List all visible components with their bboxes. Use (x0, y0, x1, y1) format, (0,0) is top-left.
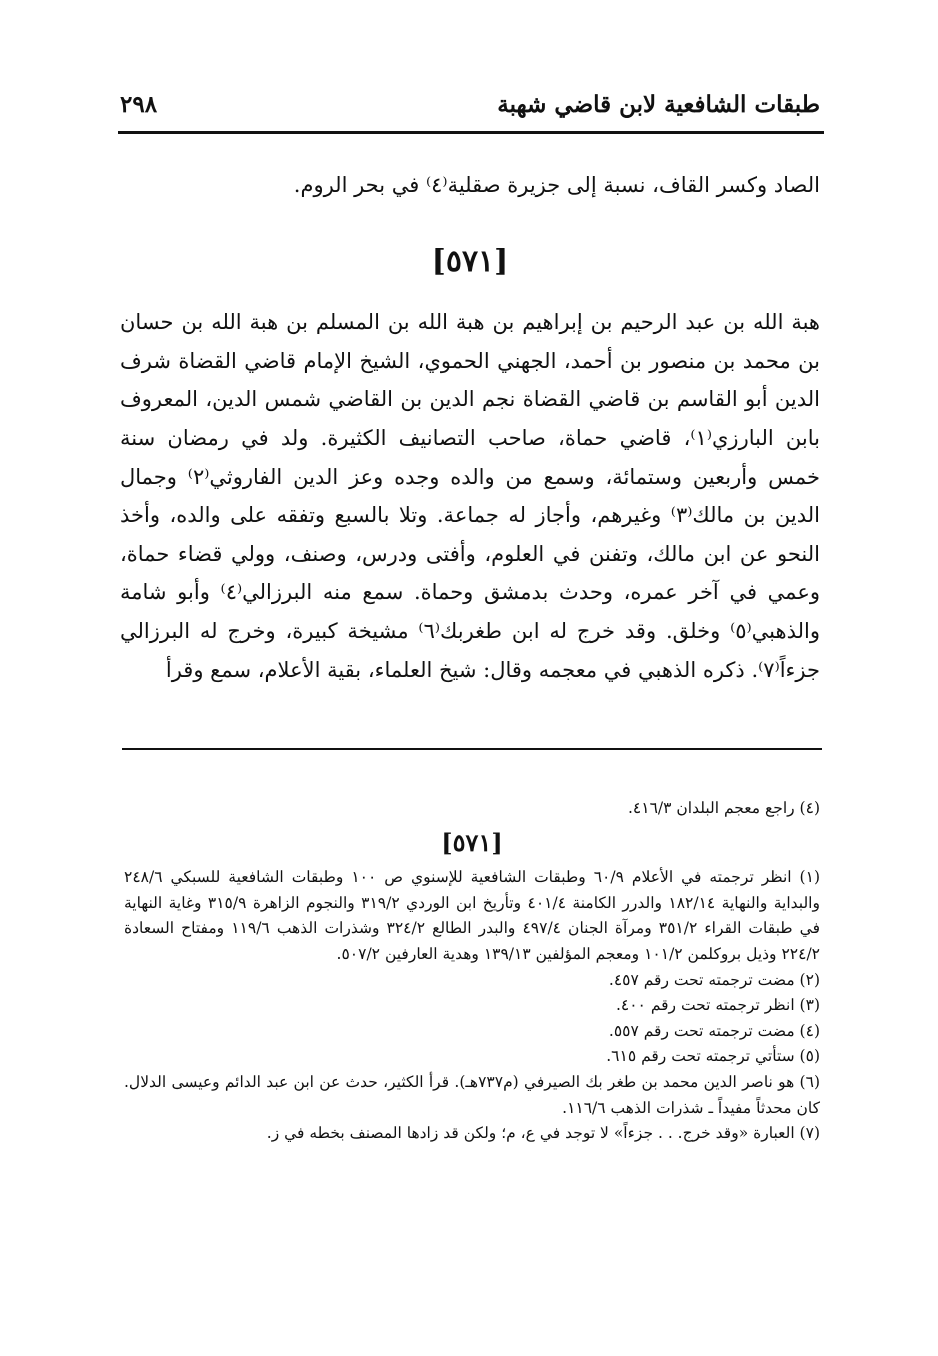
intro-paragraph: الصاد وكسر القاف، نسبة إلى جزيرة صقلية⁽٤⁾ في بحر الروم. (293, 173, 820, 197)
footnote-6: (٦) هو ناصر الدين محمد بن طغر بك الصيرفي (م٧٣٧هـ). قرأ الكثير، حدث عن ابن عبد الدائم وعيسى الدلال. كان محدثاً مفيداً ـ شذرات الذهب ١١٦/٦. (124, 1072, 820, 1117)
footnote-2: (٢) مضت ترجمته تحت رقم ٤٥٧. (608, 970, 820, 989)
footnote-separator (122, 748, 822, 750)
footnotes (124, 796, 820, 1147)
footnote-5: (٥) ستأتي ترجمته تحت رقم ٦١٥. (606, 1047, 820, 1066)
footnote-3: (٣) انظر ترجمته تحت رقم ٤٠٠. (615, 996, 820, 1015)
page-number: ٢٩٨ (120, 90, 158, 118)
footnote-prev: (٤) راجع معجم البلدان ٤١٦/٣. (627, 799, 820, 817)
footnote-7: (٧) العبارة «وقد خرج. . . جزءاً» لا توجد في ع، م؛ ولكن قد زادها المصنف بخطه في ز. (266, 1124, 820, 1143)
main-text (120, 166, 820, 689)
entry-number-heading: [٥٧١] (431, 243, 509, 279)
header-rule (118, 131, 824, 134)
running-header (120, 84, 820, 124)
footnote-1: (١) انظر ترجمته في الأعلام ٦٠/٩ وطبقات الشافعية للإسنوي ص ١٠٠ وطبقات الشافعية للسبكي ٢٤٨/٦ والبداية والنهاية ١٨٢/١٤ والدرر الكامنة ٤٠١/٤ وتأريخ ابن الوردي ٣١٩/٢ والنجوم الزاهرة ٣١٥/٩ وغاية النهاية في طبقات القراء ٣٥١/٢ ومرآة الجنان ٤٩٧/٤ والبدر الطالع ٣٢٤/٢ وشذرات الذهب ١١٩/٦ ومفتاح السعادة ٢٢٤/٢ وذيل بروكلمن ١٠١/٢ ومعجم المؤلفين ١٣٩/١٣ وهدية العارفين ٥٠٧/٢. (124, 868, 820, 963)
book-title: طبقات الشافعية لابن قاضي شهبة (497, 90, 820, 118)
footnote-entry-heading: [٥٧١] (441, 827, 503, 857)
footnote-4: (٤) مضت ترجمته تحت رقم ٥٥٧. (608, 1021, 820, 1040)
biography-paragraph: هبة الله بن عبد الرحيم بن إبراهيم بن هبة الله بن المسلم بن هبة الله بن حسان بن محمد بن منصور بن أحمد، الجهني الحموي، الشيخ الإمام قاضي القضاة شرف الدين أبو القاسم بن قاضي القضاة نجم الدين بن القاضي شمس الدين، المعروف بابن البارزي⁽١⁾، قاضي حماة، صاحب التصانيف الكثيرة. ولد في رمضان سنة خمس وأربعين وستمائة، وسمع من والده وجده وعز الدين الفاروثي⁽٢⁾ وجمال الدين بن مالك⁽٣⁾ وغيرهم، وأجاز له جماعة. وتلا بالسبع وتفقه على والده، وأخذ النحو عن ابن مالك، وتفنن في العلوم، وأفتى ودرس، وصنف، وولي قضاء حماة، وعمي في آخر عمره، وحدث بدمشق وحماة. سمع منه البرزالي⁽٤⁾ وأبو شامة والذهبي⁽٥⁾ وخلق. وقد خرج له ابن طغربك⁽٦⁾ مشيخة كبيرة، وخرج له البرزالي جزءاً⁽٧⁾. ذكره الذهبي في معجمه وقال: شيخ العلماء، بقية الأعلام، سمع وقرأ (120, 310, 820, 682)
